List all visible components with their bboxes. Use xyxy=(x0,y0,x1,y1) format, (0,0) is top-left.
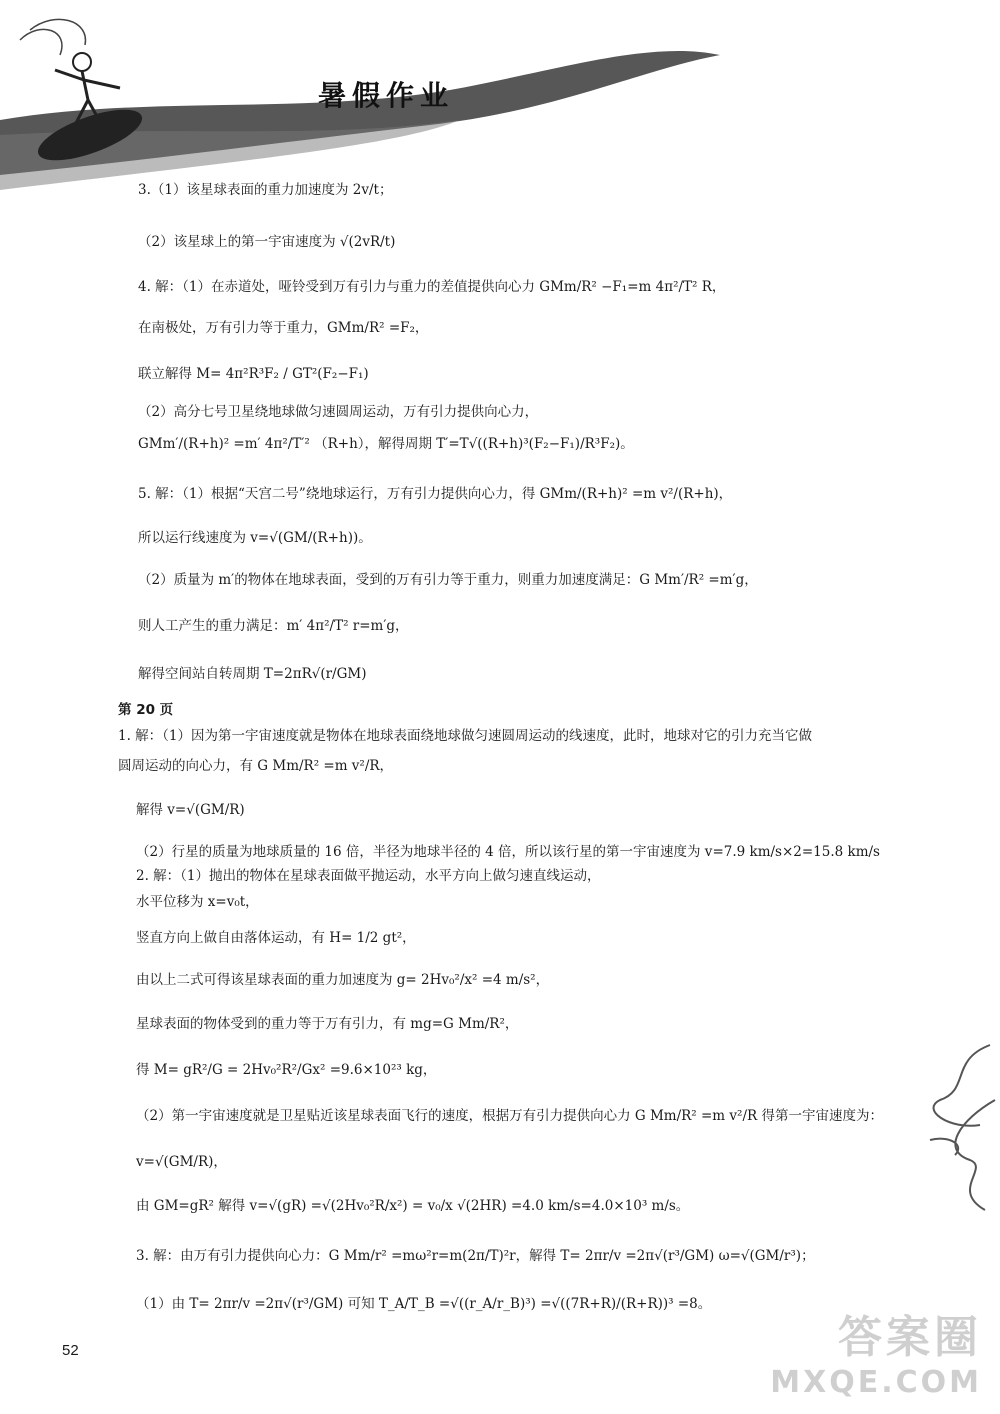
watermark xyxy=(770,1301,982,1400)
answer-line-13: 1. 解：（1）因为第一宇宙速度就是物体在地球表面绕地球做匀速圆周运动的线速度，此时，地球对它的引力充当它做 xyxy=(118,728,813,744)
swirl-decoration-icon xyxy=(910,1040,1000,1220)
answer-line-12: 解得空间站自转周期 T=2πR√(r/GM) xyxy=(138,666,367,682)
header-banner xyxy=(0,0,1000,200)
answer-line-15: 解得 v=√(GM/R) xyxy=(136,802,245,818)
answer-line-19: 竖直方向上做自由落体运动，有 H= 1/2 gt²， xyxy=(136,930,416,946)
answer-line-5: 联立解得 M= 4π²R³F₂ / GT²(F₂−F₁) xyxy=(138,366,369,382)
page-number: 52 xyxy=(62,1342,79,1359)
answer-line-6: （2）高分七号卫星绕地球做匀速圆周运动，万有引力提供向心力， xyxy=(138,404,539,420)
answer-line-16: （2）行星的质量为地球质量的 16 倍，半径为地球半径的 4 倍，所以该行星的第一宇宙速度为 v=7.9 km/s×2=15.8 km/s xyxy=(136,844,880,860)
answer-line-26: 3. 解：由万有引力提供向心力：G Mm/r² =mω²r=m(2π/T)²r，解得 T= 2πr/v =2π√(r³/GM) ω=√(GM/r³)； xyxy=(136,1248,815,1264)
answer-line-22: 得 M= gR²/G = 2Hv₀²R²/Gx² =9.6×10²³ kg， xyxy=(136,1062,437,1078)
answer-line-20: 由以上二式可得该星球表面的重力加速度为 g= 2Hv₀²/x² =4 m/s²， xyxy=(136,972,550,988)
answer-line-21: 星球表面的物体受到的重力等于万有引力，有 mg=G Mm/R²， xyxy=(136,1016,519,1032)
answer-line-23: （2）第一宇宙速度就是卫星贴近该星球表面飞行的速度，根据万有引力提供向心力 G Mm/R² =m v²/R 得第一宇宙速度为： xyxy=(136,1108,883,1124)
answer-line-3: 4. 解：（1）在赤道处，哑铃受到万有引力与重力的差值提供向心力 GMm/R² −F₁=m 4π²/T² R， xyxy=(138,279,726,295)
answer-line-8: 5. 解：（1）根据“天宫二号”绕地球运行，万有引力提供向心力，得 GMm/(R+h)² =m v²/(R+h)， xyxy=(138,486,733,502)
banner-title: 暑假作业 xyxy=(318,79,455,112)
answer-line-27: （1）由 T= 2πr/v =2π√(r³/GM) 可知 T_A/T_B =√((r_A/r_B)³) =√((7R+R)/(R+R))³ =8。 xyxy=(136,1296,712,1312)
watermark-bottom: MXQE.COM xyxy=(770,1365,982,1400)
answer-line-9: 所以运行线速度为 v=√(GM/(R+h))。 xyxy=(138,530,372,546)
answer-line-25: 由 GM=gR² 解得 v=√(gR) =√(2Hv₀²R/x²) = v₀/x √(2HR) =4.0 km/s=4.0×10³ m/s。 xyxy=(136,1198,690,1214)
watermark-top: 答案圈 xyxy=(838,1312,982,1363)
answer-line-7: GMm′/(R+h)² =m′ 4π²/T′² （R+h），解得周期 T′=T√((R+h)³(F₂−F₁)/R³F₂)。 xyxy=(138,436,634,452)
section-heading: 第 20 页 xyxy=(118,702,174,718)
answer-line-18: 水平位移为 x=v₀t， xyxy=(136,894,259,910)
answer-line-10: （2）质量为 m′的物体在地球表面，受到的万有引力等于重力，则重力加速度满足：G Mm′/R² =m′g， xyxy=(138,572,758,588)
answer-line-14: 圆周运动的向心力，有 G Mm/R² =m v²/R， xyxy=(118,758,394,774)
answer-line-1: 3.（1）该星球表面的重力加速度为 2v/t； xyxy=(138,182,393,198)
answer-line-11: 则人工产生的重力满足：m′ 4π²/T² r=m′g， xyxy=(138,618,409,634)
answer-line-2: （2）该星球上的第一宇宙速度为 √(2vR/t) xyxy=(138,234,396,250)
answer-line-24: v=√(GM/R)， xyxy=(136,1154,227,1170)
answer-line-4: 在南极处，万有引力等于重力，GMm/R² =F₂， xyxy=(138,320,429,336)
answer-line-17: 2. 解：（1）抛出的物体在星球表面做平抛运动，水平方向上做匀速直线运动， xyxy=(136,868,601,884)
